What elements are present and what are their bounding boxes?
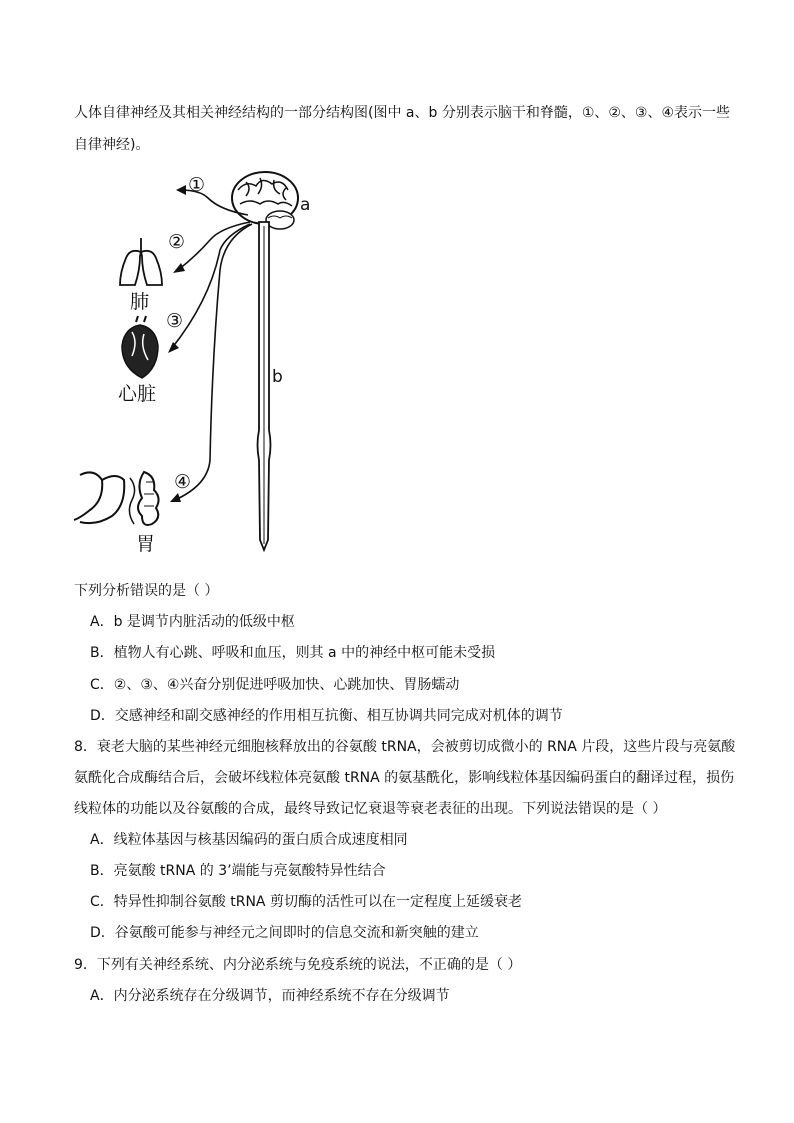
q8-line-1: 8．衰老大脑的某些神经元细胞核释放出的谷氨酸 tRNA，会被剪切成微小的 RNA 片段，这些片段与亮氨酸 (74, 739, 736, 755)
brain-illustration (232, 172, 298, 229)
label-nerve-2: ② (168, 231, 186, 253)
q7-option-c: C．②、③、④兴奋分别促进呼吸加快、心跳加快、胃肠蠕动 (90, 677, 460, 693)
q8-option-d: D．谷氨酸可能参与神经元之间即时的信息交流和新突触的建立 (90, 925, 479, 941)
q8-line-3: 线粒体的功能以及谷氨酸的合成，最终导致记忆衰退等衰老表征的出现。下列说法错误的是（ ） (74, 801, 667, 817)
heart-illustration (122, 316, 158, 378)
label-a: a (300, 195, 311, 215)
q7-option-d: D．交感神经和副交感神经的作用相互抗衡、相互协调共同完成对机体的调节 (90, 708, 563, 724)
nerve-4 (175, 224, 252, 500)
arrow-4 (170, 493, 181, 502)
arrow-1 (176, 185, 186, 195)
label-nerve-1: ① (188, 174, 206, 196)
q9-option-a: A．内分泌系统存在分级调节，而神经系统不存在分级调节 (90, 988, 450, 1004)
q8-option-a: A．线粒体基因与核基因编码的蛋白质合成速度相同 (90, 832, 408, 848)
arrow-2 (173, 263, 185, 273)
q8-option-b: B．亮氨酸 tRNA 的 3’端能与亮氨酸特异性结合 (90, 863, 386, 879)
autonomic-nerve-diagram (60, 160, 350, 560)
intro-line-2: 自律神经)。 (74, 137, 150, 153)
label-lung: 肺 (130, 291, 150, 313)
stomach-illustration (74, 472, 159, 525)
label-b: b (272, 367, 283, 387)
label-stomach: 胃 (136, 533, 156, 555)
arrow-3 (168, 342, 179, 353)
q8-line-2: 氨酰化合成酶结合后，会破坏线粒体亮氨酸 tRNA 的氨基酰化，影响线粒体基因编码蛋白的翻译过程，损伤 (74, 770, 735, 786)
label-nerve-3: ③ (166, 310, 184, 332)
q7-stem: 下列分析错误的是（ ） (74, 583, 219, 599)
spinal-cord (258, 222, 271, 550)
q8-option-c: C．特异性抑制谷氨酸 tRNA 剪切酶的活性可以在一定程度上延缓衰老 (90, 894, 522, 910)
q9-stem: 9．下列有关神经系统、内分泌系统与免疫系统的说法，不正确的是（ ） (74, 957, 522, 973)
label-nerve-4: ④ (174, 471, 192, 493)
q7-option-a: A．b 是调节内脏活动的低级中枢 (90, 614, 295, 630)
label-heart: 心脏 (118, 383, 157, 405)
q7-option-b: B．植物人有心跳、呼吸和血压，则其 a 中的神经中枢可能未受损 (90, 645, 496, 661)
intro-line-1: 人体自律神经及其相关神经结构的一部分结构图(图中 a、b 分别表示脑干和脊髓，①、②、③、④表示一些 (74, 105, 731, 121)
lung-illustration (120, 238, 162, 285)
